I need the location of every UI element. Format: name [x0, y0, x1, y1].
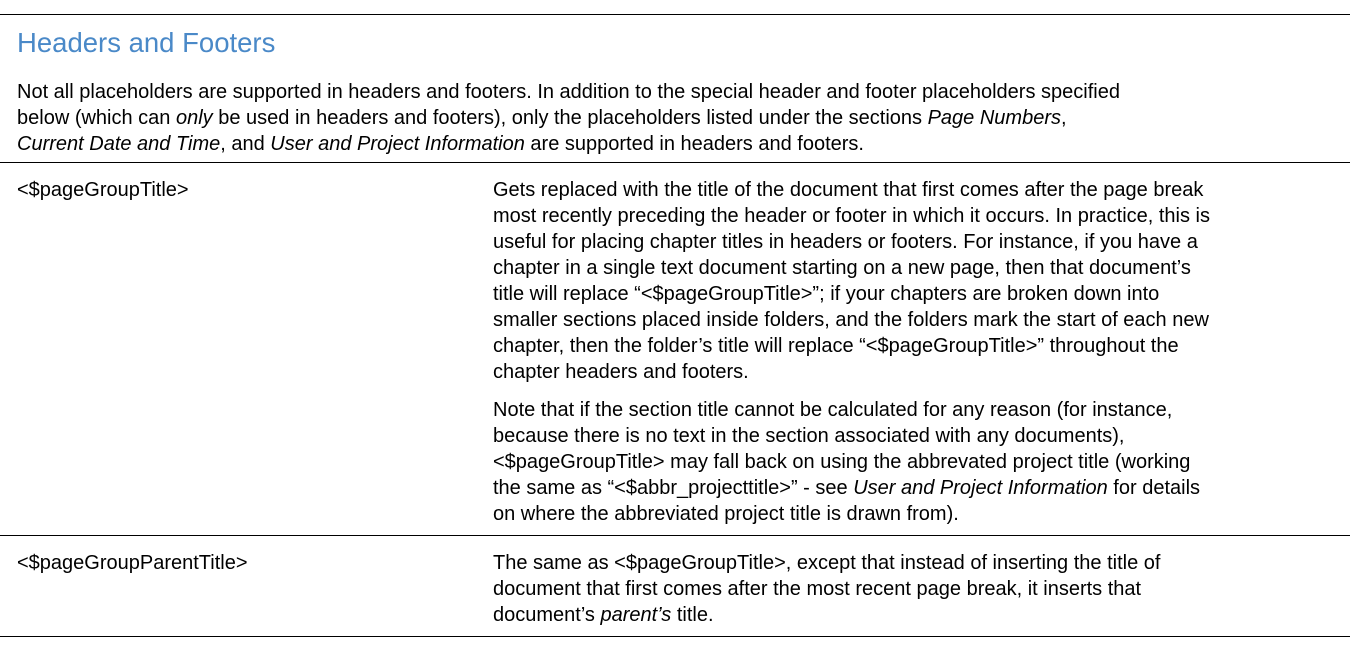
intro-text: below (which can — [17, 107, 176, 129]
placeholder-description — [493, 163, 1350, 536]
description-line: document’s — [493, 604, 601, 626]
intro-emphasis: Page Numbers — [927, 107, 1061, 129]
description-line: most recently preceding the header or footer in which it occurs. In practice, this is — [493, 205, 1211, 227]
description-line: chapter headers and footers. — [493, 361, 749, 383]
intro-text: Not all placeholders are supported in headers and footers. In addition to the special header and footer placeholders specified — [17, 81, 1120, 103]
intro-text: , and — [220, 133, 271, 155]
description-line: the same as “<$abbr_projecttitle>” - see — [493, 477, 854, 499]
intro-emphasis: Current Date and Time — [17, 133, 221, 155]
intro-text: , — [1060, 107, 1067, 129]
placeholder-term: <$pageGroupParentTitle> — [17, 552, 248, 574]
table-row — [0, 163, 1350, 536]
placeholder-table — [0, 162, 1350, 637]
intro-paragraph — [17, 79, 1347, 157]
intro-line — [17, 105, 1347, 131]
description-line: on where the abbreviated project title is drawn from). — [493, 503, 959, 525]
intro-line — [17, 79, 1347, 105]
intro-emphasis: only — [175, 107, 213, 129]
description-line: chapter in a single text document starting on a new page, then that document’s — [493, 257, 1191, 279]
description-line: <$pageGroupTitle> may fall back on using the abbrevated project title (working — [493, 451, 1191, 473]
description-line: smaller sections placed inside folders, and the folders mark the start of each new — [493, 309, 1209, 331]
description-line: useful for placing chapter titles in headers or footers. For instance, if you have a — [493, 231, 1198, 253]
description-line: because there is no text in the section associated with any documents), — [493, 425, 1125, 447]
intro-text: are supported in headers and footers. — [524, 133, 864, 155]
description-line: for details — [1107, 477, 1201, 499]
table-row — [0, 536, 1350, 637]
description-line: document that first comes after the most recent page break, it inserts that — [493, 578, 1142, 600]
description-line: Note that if the section title cannot be calculated for any reason (for instance, — [493, 399, 1173, 421]
description-emphasis: User and Project Information — [853, 477, 1108, 499]
description-line: title. — [671, 604, 714, 626]
intro-text: be used in headers and footers), only the placeholders listed under the sections — [212, 107, 928, 129]
intro-emphasis: User and Project Information — [270, 133, 525, 155]
description-emphasis: parent’s — [600, 604, 672, 626]
description-line: Gets replaced with the title of the document that first comes after the page break — [493, 179, 1204, 201]
description-paragraph — [493, 550, 1350, 628]
placeholder-description — [493, 536, 1350, 637]
description-line: title will replace “<$pageGroupTitle>”; if your chapters are broken down into — [493, 283, 1160, 305]
description-line: The same as <$pageGroupTitle>, except that instead of inserting the title of — [493, 552, 1161, 574]
intro-line — [17, 131, 1347, 157]
description-paragraph — [493, 397, 1350, 527]
top-rule — [0, 14, 1350, 15]
section-heading: Headers and Footers — [17, 27, 276, 58]
description-line: chapter, then the folder’s title will replace “<$pageGroupTitle>” throughout the — [493, 335, 1179, 357]
description-paragraph — [493, 177, 1350, 385]
placeholder-term: <$pageGroupTitle> — [17, 179, 189, 201]
